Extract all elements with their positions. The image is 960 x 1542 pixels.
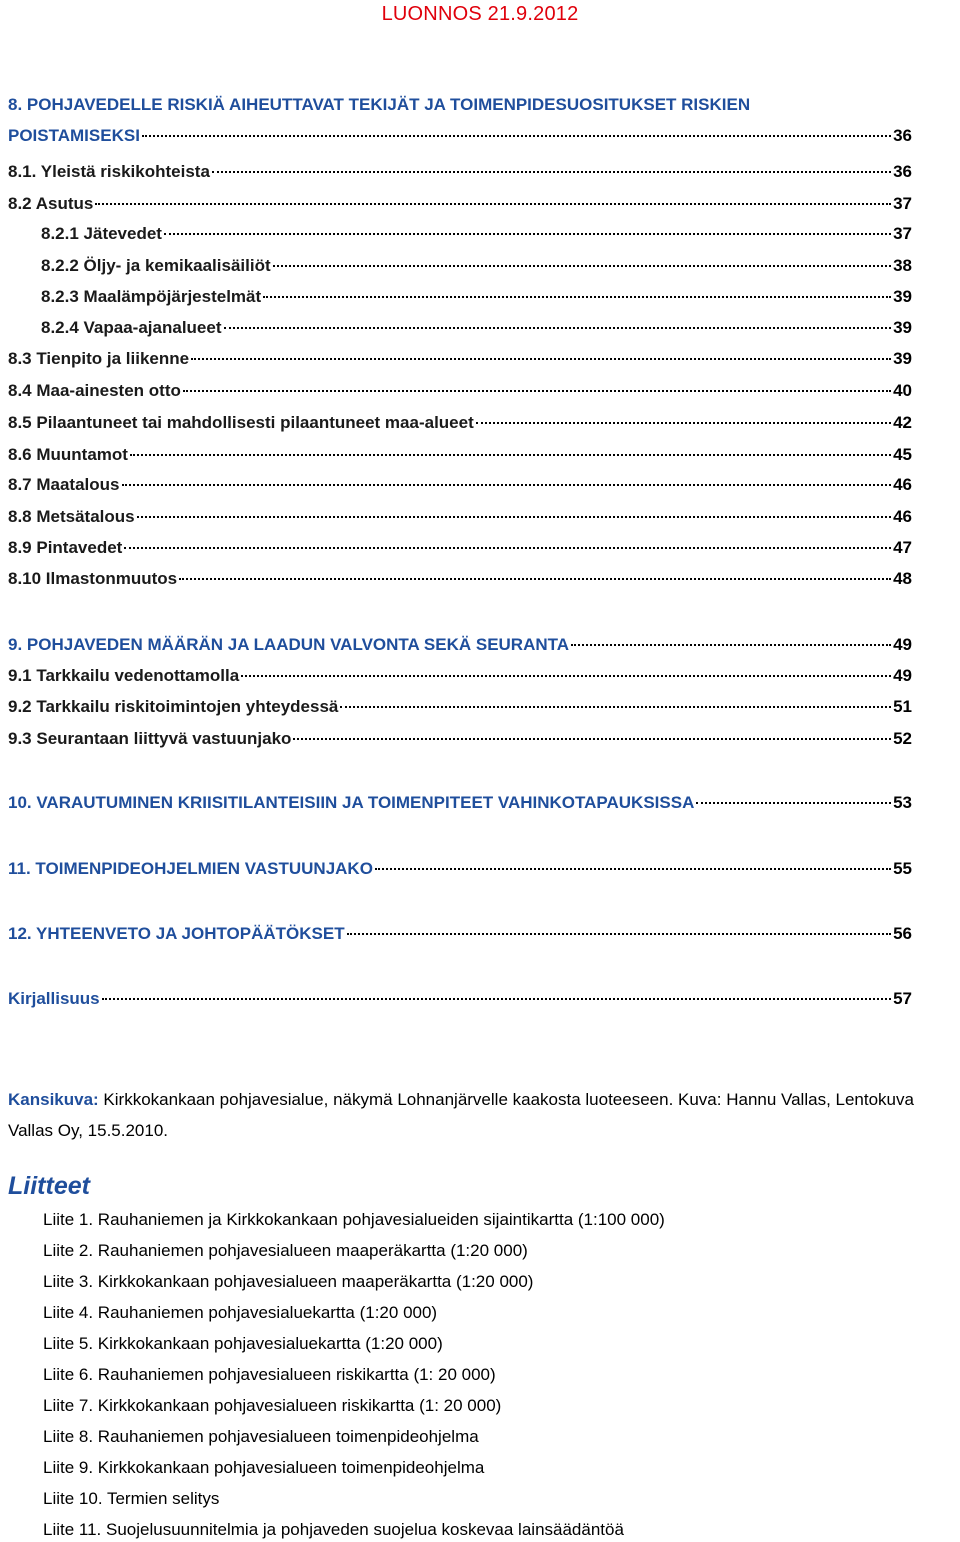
- toc-page-number: 47: [893, 538, 912, 557]
- toc-page-number: 53: [893, 793, 912, 812]
- toc-entry-title: 11. TOIMENPIDEOHJELMIEN VASTUUNJAKO: [8, 859, 373, 878]
- toc-entry[interactable]: [8, 93, 912, 117]
- attachment-item: Liite 11. Suojelusuunnitelmia ja pohjaveden suojelua koskevaa lainsäädäntöä: [43, 1520, 624, 1539]
- toc-entry-title: 12. YHTEENVETO JA JOHTOPÄÄTÖKSET: [8, 924, 345, 943]
- cover-caption: [8, 1084, 958, 1146]
- toc-leader-dots: [224, 326, 892, 329]
- toc-leader-dots: [212, 170, 891, 173]
- toc-page-number: 46: [893, 475, 912, 494]
- toc-page-number: 48: [893, 569, 912, 588]
- toc-entry[interactable]: [8, 411, 912, 435]
- toc-entry[interactable]: [8, 922, 912, 946]
- toc-entry[interactable]: [8, 379, 912, 403]
- toc-entry-title: 9.2 Tarkkailu riskitoimintojen yhteydessä: [8, 697, 339, 716]
- toc-leader-dots: [122, 483, 892, 486]
- toc-entry-title: POISTAMISEKSI: [8, 126, 140, 145]
- toc-entry-title: 9. POHJAVEDEN MÄÄRÄN JA LAADUN VALVONTA SEKÄ SEURANTA: [8, 635, 570, 654]
- toc-entry[interactable]: [8, 633, 912, 657]
- toc-leader-dots: [102, 997, 891, 1000]
- attachment-item: Liite 10. Termien selitys: [43, 1489, 220, 1508]
- attachment-item: Liite 4. Rauhaniemen pohjavesialuekartta (1:20 000): [43, 1303, 438, 1322]
- toc-entry[interactable]: [8, 124, 912, 148]
- toc-page-number: 57: [893, 989, 912, 1008]
- toc-leader-dots: [241, 674, 891, 677]
- toc-page-number: 36: [893, 162, 912, 181]
- toc-entry[interactable]: [8, 160, 912, 184]
- attachment-item: Liite 1. Rauhaniemen ja Kirkkokankaan pohjavesialueiden sijaintikartta (1:100 000): [43, 1210, 665, 1229]
- toc-entry-title: 8.1. Yleistä riskikohteista: [8, 162, 210, 181]
- attachment-item: Liite 6. Rauhaniemen pohjavesialueen riskikartta (1: 20 000): [43, 1365, 496, 1384]
- toc-page-number: 37: [893, 224, 912, 243]
- toc-entry-title: 8.9 Pintavedet: [8, 538, 123, 557]
- toc-page-number: 37: [893, 194, 912, 213]
- toc-entry-title: 8.2 Asutus: [8, 194, 94, 213]
- toc-entry-title: 9.1 Tarkkailu vedenottamolla: [8, 666, 240, 685]
- toc-leader-dots: [476, 421, 891, 424]
- toc-page-number: 49: [893, 666, 912, 685]
- toc-leader-dots: [95, 202, 891, 205]
- toc-entry-title: 8.2.3 Maalämpöjärjestelmät: [41, 287, 262, 306]
- toc-leader-dots: [124, 546, 891, 549]
- toc-entry[interactable]: [41, 285, 912, 309]
- toc-leader-dots: [375, 867, 891, 870]
- toc-leader-dots: [571, 643, 891, 646]
- toc-page-number: 39: [893, 287, 912, 306]
- toc-leader-dots: [340, 705, 891, 708]
- toc-leader-dots: [142, 134, 891, 137]
- toc-leader-dots: [130, 453, 891, 456]
- toc-page-number: 46: [893, 507, 912, 526]
- toc-page-number: 39: [893, 318, 912, 337]
- toc-entry[interactable]: [41, 316, 912, 340]
- toc-entry-title: 9.3 Seurantaan liittyvä vastuunjako: [8, 729, 292, 748]
- toc-page-number: 39: [893, 349, 912, 368]
- toc-page-number: 42: [893, 413, 912, 432]
- toc-entry[interactable]: [8, 664, 912, 688]
- toc-entry[interactable]: [8, 505, 912, 529]
- attachment-item: Liite 9. Kirkkokankaan pohjavesialueen toimenpideohjelma: [43, 1458, 485, 1477]
- toc-leader-dots: [263, 295, 891, 298]
- toc-entry[interactable]: [8, 567, 912, 591]
- toc-leader-dots: [179, 577, 891, 580]
- toc-page-number: 56: [893, 924, 912, 943]
- toc-leader-dots: [137, 515, 891, 518]
- attachment-item: Liite 2. Rauhaniemen pohjavesialueen maaperäkartta (1:20 000): [43, 1241, 528, 1260]
- toc-entry[interactable]: [8, 473, 912, 497]
- attachment-item: Liite 5. Kirkkokankaan pohjavesialuekartta (1:20 000): [43, 1334, 443, 1353]
- toc-page-number: 38: [893, 256, 912, 275]
- toc-entry-title: 8.10 Ilmastonmuutos: [8, 569, 178, 588]
- toc-entry-title: 8.2.2 Öljy- ja kemikaalisäiliöt: [41, 256, 271, 275]
- toc-leader-dots: [293, 737, 891, 740]
- toc-leader-dots: [347, 932, 891, 935]
- toc-page-number: 55: [893, 859, 912, 878]
- toc-entry[interactable]: [8, 987, 912, 1011]
- toc-entry-title: 8.7 Maatalous: [8, 475, 120, 494]
- toc-entry-title: 8. POHJAVEDELLE RISKIÄ AIHEUTTAVAT TEKIJÄT JA TOIMENPIDESUOSITUKSET RISKIEN: [8, 95, 751, 114]
- attachments-heading: Liitteet: [8, 1172, 90, 1200]
- toc-entry-title: 8.6 Muuntamot: [8, 445, 128, 464]
- caption-label: Kansikuva:: [8, 1090, 99, 1109]
- toc-page-number: 40: [893, 381, 912, 400]
- toc-entry[interactable]: [8, 727, 912, 751]
- toc-entry[interactable]: [41, 222, 912, 246]
- toc-entry-title: 10. VARAUTUMINEN KRIISITILANTEISIIN JA TOIMENPITEET VAHINKOTAPAUKSISSA: [8, 793, 695, 812]
- toc-entry[interactable]: [8, 347, 912, 371]
- toc-entry-title: Kirjallisuus: [8, 989, 100, 1008]
- toc-entry-title: 8.2.4 Vapaa-ajanalueet: [41, 318, 222, 337]
- toc-leader-dots: [164, 232, 891, 235]
- toc-entry[interactable]: [41, 254, 912, 278]
- toc-leader-dots: [183, 389, 891, 392]
- toc-entry[interactable]: [8, 536, 912, 560]
- toc-entry-title: 8.8 Metsätalous: [8, 507, 135, 526]
- caption-text: Kirkkokankaan pohjavesialue, näkymä Lohnanjärvelle kaakosta luoteeseen. Kuva: Hannu Vallas, Lentokuva Vallas Oy, 15.5.2010.: [8, 1090, 914, 1140]
- toc-leader-dots: [696, 801, 891, 804]
- toc-entry[interactable]: [8, 192, 912, 216]
- toc-entry-title: 8.2.1 Jätevedet: [41, 224, 162, 243]
- toc-entry-title: 8.3 Tienpito ja liikenne: [8, 349, 190, 368]
- draft-watermark: LUONNOS 21.9.2012: [381, 3, 579, 25]
- toc-entry-title: 8.4 Maa-ainesten otto: [8, 381, 181, 400]
- attachment-item: Liite 8. Rauhaniemen pohjavesialueen toimenpideohjelma: [43, 1427, 479, 1446]
- toc-page-number: 49: [893, 635, 912, 654]
- toc-entry[interactable]: [8, 695, 912, 719]
- toc-page-number: 52: [893, 729, 912, 748]
- attachment-item: Liite 7. Kirkkokankaan pohjavesialueen riskikartta (1: 20 000): [43, 1396, 502, 1415]
- toc-leader-dots: [191, 357, 891, 360]
- toc-page-number: 51: [893, 697, 912, 716]
- attachment-item: Liite 3. Kirkkokankaan pohjavesialueen maaperäkartta (1:20 000): [43, 1272, 534, 1291]
- toc-entry-title: 8.5 Pilaantuneet tai mahdollisesti pilaantuneet maa-alueet: [8, 413, 474, 432]
- toc-page-number: 45: [893, 445, 912, 464]
- toc-leader-dots: [273, 264, 891, 267]
- toc-entry[interactable]: [8, 857, 912, 881]
- toc-entry[interactable]: [8, 791, 912, 815]
- toc-page-number: 36: [893, 126, 912, 145]
- toc-entry[interactable]: [8, 443, 912, 467]
